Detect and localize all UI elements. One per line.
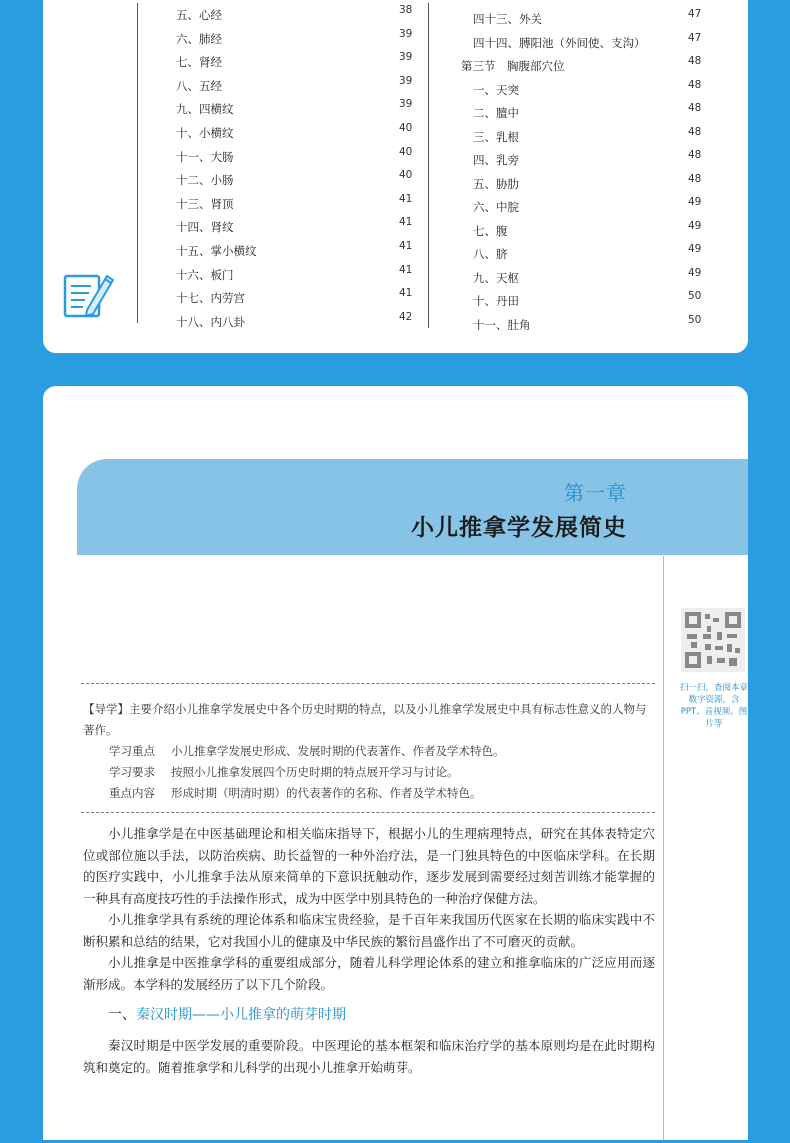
guide-key	[83, 783, 653, 804]
guide-requirement-text: 按照小儿推拿发展四个历史时期的特点展开学习与讨论。	[171, 765, 459, 779]
toc-entry-label: 二、膻中	[473, 106, 519, 120]
toc-entry-label: 十、小横纹	[176, 126, 234, 140]
paragraph-4: 秦汉时期是中医学发展的重要阶段。中医理论的基本框架和临床治疗学的基本原则均是在此时期构筑和奠定的。随着推拿学和儿科学的出现小儿推拿开始萌芽。	[83, 1038, 655, 1075]
section-heading	[83, 1001, 655, 1029]
toc-entry-label: 十、丹田	[473, 294, 519, 308]
toc-entry-page: 48	[688, 78, 702, 91]
toc-entry-label: 五、胁肋	[473, 176, 519, 191]
toc-entry-label: 八、脐	[473, 247, 508, 261]
toc-entry-page: 39	[399, 98, 413, 111]
toc-entry-label: 九、四横纹	[176, 102, 234, 117]
toc-entry-page: 40	[399, 145, 413, 158]
guide-key-label: 重点内容	[109, 786, 155, 800]
toc-entry-label: 十五、掌小横纹	[176, 244, 257, 258]
toc-entry-label: 七、腹	[473, 223, 508, 238]
toc-left-rule	[137, 3, 138, 323]
toc-entry-label: 九、天枢	[473, 270, 519, 285]
section-title: 秦汉时期——小儿推拿的萌芽时期	[136, 1007, 346, 1023]
paragraph-2: 小儿推拿学具有系统的理论体系和临床宝贵经验，是千百年来我国历代医家在长期的临床实践中不断积累和总结的结果，它对我国小儿的健康及中华民族的繁衍昌盛作出了不可磨灭的贡献。	[83, 912, 655, 949]
toc-entry-page: 39	[399, 51, 413, 64]
paragraph-1: 小儿推拿学是在中医基础理论和相关临床指导下，根据小儿的生理病理特点，研究在其体表特定穴位或部位施以手法，以防治疾病、助长益智的一种外治疗法，是一门独具特色的中医临床学科。在长期的医疗实践中，小儿推拿手法从原来简单的下意识抚触动作，逐步发展到需要经过刻苦训练才能掌握的一种具有高度技巧性的手法操作形式，成为中医学中别具特色的一种治疗保健方法。	[83, 826, 655, 906]
toc-entry-page: 49	[688, 266, 702, 279]
toc-entry-label: 十六、板门	[176, 267, 234, 282]
toc-entry-page: 39	[399, 27, 413, 40]
chapter-label: 第一章	[564, 481, 627, 505]
toc-entry-page: 40	[399, 122, 413, 134]
divider-top	[81, 683, 655, 684]
toc-entry-label: 六、肺经	[176, 31, 222, 46]
chapter-title: 小儿推拿学发展简史	[411, 515, 627, 541]
toc-entry-label: 十二、小肠	[176, 173, 234, 188]
toc-entry-page: 41	[399, 192, 413, 205]
section-prefix: 一、	[108, 1007, 136, 1023]
toc-right-rule	[428, 3, 429, 328]
toc-entry-label: 六、中脘	[473, 200, 519, 214]
toc-entry-label: 三、乳根	[473, 129, 519, 144]
toc-entry-page: 49	[688, 196, 702, 208]
toc-entry-label: 四、乳旁	[473, 153, 519, 167]
toc-entry-page: 41	[399, 216, 413, 229]
notepad-pencil-icon	[61, 268, 115, 322]
toc-entry-page: 40	[399, 169, 413, 182]
toc-entry-label: 十八、内八卦	[176, 314, 245, 329]
guide-requirement-label: 学习要求	[109, 765, 155, 779]
toc-entry-label: 第三节 胸腹部穴位	[461, 59, 565, 73]
study-guide	[83, 699, 653, 804]
margin-rule	[663, 556, 664, 1143]
toc-entry-page: 38	[399, 4, 413, 16]
guide-focus-text: 小儿推拿学发展史形成、发展时期的代表著作、作者及学术特色。	[171, 744, 505, 758]
toc-entry-page: 48	[688, 125, 702, 138]
toc-card	[40, 0, 751, 356]
toc-entry-page: 49	[688, 219, 702, 232]
chapter-banner	[77, 459, 751, 555]
toc-entry-label: 十三、肾顶	[176, 196, 234, 211]
qr-caption: 扫一扫，查阅本章数字资源，含PPT、音视频、图片等	[679, 683, 748, 729]
toc-entry-page: 48	[688, 55, 702, 67]
divider-bottom	[81, 812, 655, 813]
toc-entry-page: 48	[688, 172, 702, 185]
guide-focus	[83, 741, 653, 762]
paragraph-3: 小儿推拿是中医推拿学科的重要组成部分，随着儿科学理论体系的建立和推拿临床的广泛应用而逐渐形成。本学科的发展经历了以下几个阶段。	[83, 955, 655, 992]
toc-entry-page: 49	[688, 243, 702, 255]
toc-entry-label: 八、五经	[176, 78, 222, 93]
toc-entry-label: 四十三、外关	[473, 12, 542, 26]
body-text	[83, 823, 655, 1078]
toc-entry-label: 四十四、膊阳池（外间使、支沟）	[473, 35, 646, 50]
toc-entry-label: 一、天突	[473, 82, 519, 97]
chapter-card	[40, 383, 751, 1143]
qr-code-icon[interactable]	[681, 608, 745, 672]
toc-entry-page: 47	[688, 31, 702, 44]
toc-entry-page: 50	[688, 313, 702, 326]
toc-entry-page: 41	[399, 240, 413, 252]
toc-entry-label: 十一、大肠	[176, 149, 234, 164]
toc-entry-label: 五、心经	[176, 8, 222, 22]
toc-entry-page: 50	[688, 290, 702, 302]
toc-entry-label: 十一、肚角	[473, 317, 531, 332]
toc-entry-page: 48	[688, 102, 702, 114]
toc-entry-label: 十七、内劳宫	[176, 291, 245, 306]
guide-key-text: 形成时期（明清时期）的代表著作的名称、作者及学术特色。	[171, 786, 482, 800]
guide-intro: 【导学】主要介绍小儿推拿学发展史中各个历史时期的特点，以及小儿推拿学发展史中具有标志性意义的人物与著作。	[83, 702, 647, 737]
toc-entry-page: 41	[399, 287, 413, 300]
toc-entry-page: 48	[688, 149, 702, 161]
guide-focus-label: 学习重点	[109, 744, 155, 758]
toc-entry-page: 42	[399, 310, 413, 323]
toc-entry-page: 41	[399, 263, 413, 276]
toc-entry-label: 十四、肾纹	[176, 220, 234, 235]
toc-entry-label: 七、肾经	[176, 55, 222, 70]
toc-entry-page: 47	[688, 8, 702, 20]
toc-entry-page: 39	[399, 74, 413, 87]
guide-requirement	[83, 762, 653, 783]
